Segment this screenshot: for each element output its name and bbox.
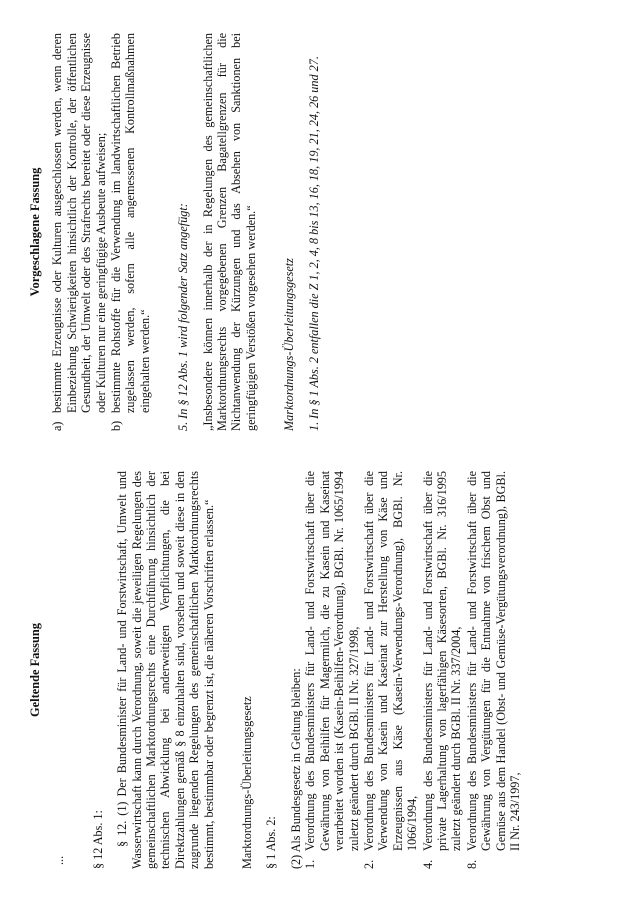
section-reference-12: § 12 Abs. 1: — [90, 810, 105, 869]
list-item-text: Verordnung des Bundesministers für Land- und Forstwirtschaft über die Gewährung von Beihilfen für Magermilch, die zu Kasein und Kaseinat verarbeitet worden ist (Kasein-Beihilfen-Verordnung), BGBl. Nr. 1065/1994 zuletzt geändert durch BGBl. II Nr. 327/1998, — [303, 471, 361, 851]
list-item-b — [109, 33, 152, 431]
list-item — [421, 471, 464, 869]
list-item-text: Verordnung des Bundesministers für Land- und Forstwirtschaft über die Verwendung von Kasein und Kaseinat zur Herstellung von Käse und Erzeugnissen aus Käse (Kasein-Verwendungs-Verordnung), BGBl. Nr. 1066/1994, — [361, 471, 420, 851]
paragraph-12-text: § 12. (1) Der Bundesminister für Land- und Forstwirtschaft, Umwelt und Wasserwirtschaft kann durch Verordnung, soweit die jeweiligen Regelungen des gemeinschaftlichen Marktordnungsrechts eine Durchführung hinsichtlich der technischen Abwicklung bei anderweitigen Verpflichtungen, die bei Direktzahlungen gemäß § 8 einzuhalten sind, vorsehen und soweit diese in den zugrunde liegenden Regelungen des gemeinschaftlichen Marktordnungsrechts bestimmt, bestimmbar oder begrenzt ist, die näheren Vorschriften erlassen.“ — [115, 471, 216, 869]
list-item-number: 8. — [464, 859, 479, 869]
amendment-instruction-1: 1. In § 1 Abs. 2 entfallen die Z 1, 2, 4, 8 bis 13, 16, 18, 19, 21, 24, 26 und 27. — [306, 56, 321, 431]
list-item-a — [50, 33, 108, 431]
column-heading-proposed: Vorgeschlagene Fassung — [28, 167, 42, 297]
law-title-proposed: Marktordnungs-Überleitungsgesetz — [282, 258, 297, 431]
list-item — [362, 471, 420, 869]
list-item-letter: a) — [50, 421, 65, 431]
list-item-text: Verordnung des Bundesministers für Land- und Forstwirtschaft über die private Lagerhaltung von lagerfähigen Käsesorten, BGBl. Nr. 316/1995 zuletzt geändert durch BGBl. II Nr. 337/2004, — [420, 471, 464, 851]
current-version-column — [28, 471, 523, 869]
amendment-quote-5: „Insbesondere können innerhalb der in Regelungen des gemeinschaftlichen Marktordnungsrechts vorgegebenen Grenzen Bagatellgrenzen für die Nichtanwendung der Kürzungen und das Absehen von Sanktionen bei geringfügigen Verstößen vorgesehen werden.“ — [200, 33, 258, 431]
list-item-number: 2. — [361, 859, 376, 869]
list-item-number: 1. — [303, 859, 318, 869]
law-title-current: Marktordnungs-Überleitungsgesetz — [240, 696, 255, 869]
amendment-instruction-5: 5. In § 12 Abs. 1 wird folgender Satz angefügt: — [176, 203, 191, 431]
omission-ellipsis: ... — [52, 855, 67, 865]
list-item-number: 4. — [420, 859, 435, 869]
section-reference-1: § 1 Abs. 2: — [264, 816, 279, 869]
list-item-text: Verordnung des Bundesministers für Land- und Forstwirtschaft über die Gewährung von Vergütungen für die Entnahme von frischem Obst und Gemüse aus dem Handel (Obst- und Gemüse-Vergütungsverordnung), BGBl. II Nr. 243/1997, — [464, 471, 522, 851]
list-item-text: bestimmte Rohstoffe für die Verwendung im landwirtschaftlichen Betrieb zugelassen werden, sofern alle angemessenen Kontrollmaßnahmen eingehalten werden.“ — [109, 33, 152, 413]
list-item-text: bestimmte Erzeugnisse oder Kulturen ausgeschlossen werden, wenn deren Einbeziehung Schwierigkeiten hinsichtlich der Kontrolle, der öffentlichen Gesundheit, der Umwelt oder des Strafrechts bereitet oder diese Erzeugnisse oder Kulturen nur eine geringfügige Ausbeute aufweisen; — [50, 33, 108, 413]
column-heading-current: Geltende Fassung — [28, 623, 42, 717]
list-item — [465, 471, 523, 869]
proposed-version-column — [28, 33, 321, 431]
list-item-letter: b) — [109, 420, 124, 431]
paragraph-2-intro: (2) Als Bundesgesetz in Geltung bleiben: — [288, 668, 303, 869]
list-item — [303, 471, 361, 869]
